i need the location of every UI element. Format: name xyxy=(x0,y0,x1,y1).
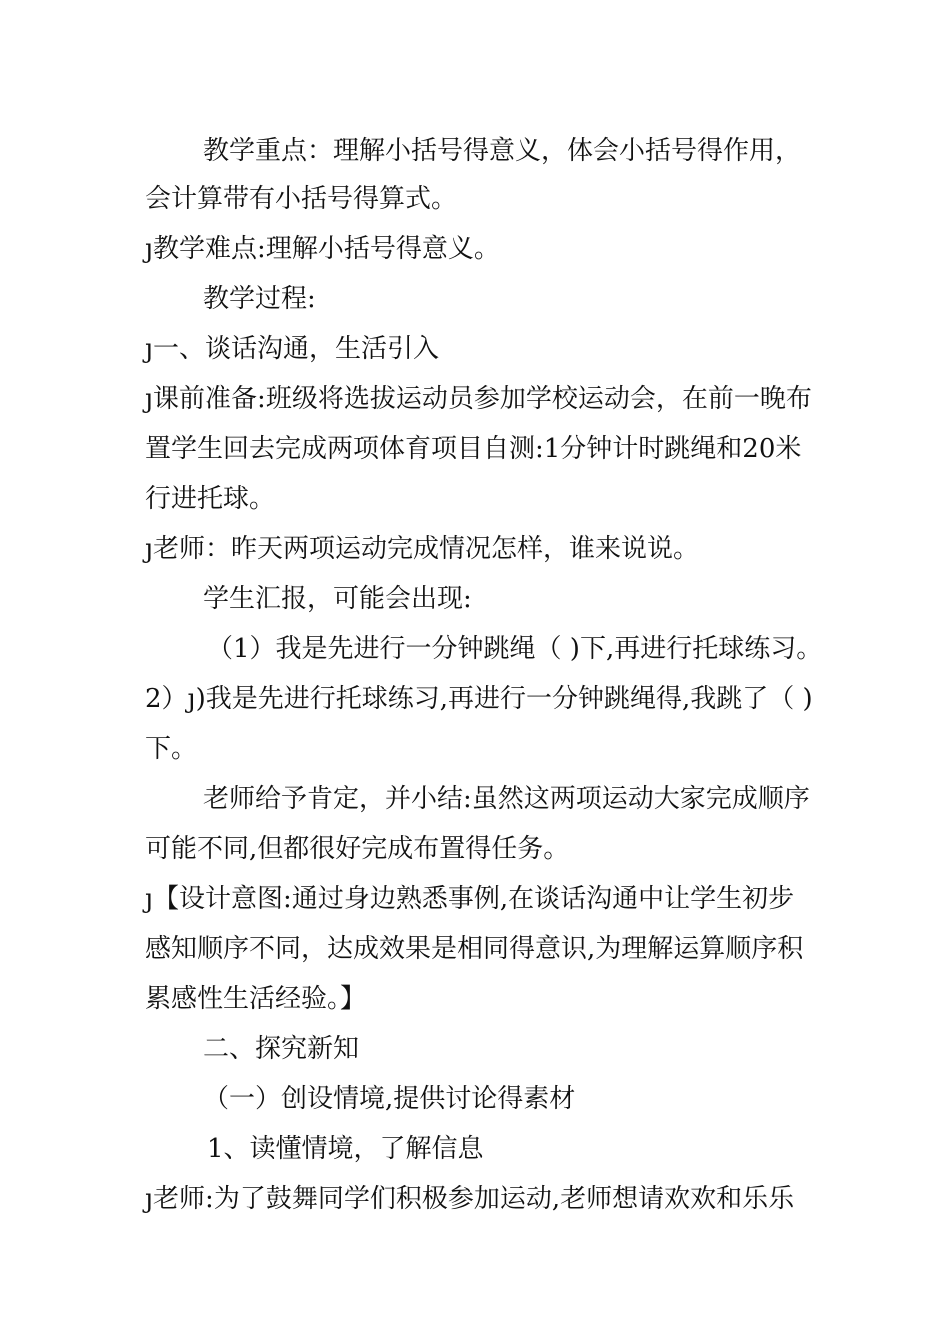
text-line-preparation-cont: 置学生回去完成两项体育项目自测:1分钟计时跳绳和20米 xyxy=(145,434,802,464)
text-line-teacher-summary: 老师给予肯定，并小结:虽然这两项运动大家完成顺序 xyxy=(203,784,810,814)
text-line-student-report: 学生汇报，可能会出现: xyxy=(203,584,472,614)
text-line-teacher-invite: ȷ老师:为了鼓舞同学们积极参加运动,老师想请欢欢和乐乐 xyxy=(145,1184,795,1214)
text-line-preparation: ȷ课前准备:班级将选拔运动员参加学校运动会，在前一晚布 xyxy=(145,384,812,414)
text-line-design-intent: ȷ【设计意图:通过身边熟悉事例,在谈话沟通中让学生初步 xyxy=(145,884,795,914)
text-line-teacher-question: ȷ老师：昨天两项运动完成情况怎样，谁来说说。 xyxy=(145,534,700,564)
text-line-key-points-cont: 会计算带有小括号得算式。 xyxy=(145,184,458,214)
text-line-subsection-one: （一）创设情境,提供讨论得素材 xyxy=(203,1084,576,1114)
text-line-section-two: 二、探究新知 xyxy=(203,1034,360,1064)
text-line-design-intent-end: 累感性生活经验。】 xyxy=(145,984,367,1014)
text-line-process-heading: 教学过程: xyxy=(203,284,316,314)
text-line-key-points: 教学重点：理解小括号得意义，体会小括号得作用， xyxy=(203,136,802,166)
text-line-difficulty: ȷ教学难点:理解小括号得意义。 xyxy=(145,234,500,264)
text-line-report-two-end: 下。 xyxy=(145,734,198,764)
text-line-design-intent-cont: 感知顺序不同，达成效果是相同得意识,为理解运算顺序积 xyxy=(145,934,804,964)
text-line-preparation-end: 行进托球。 xyxy=(145,484,276,514)
text-line-report-one: （1）我是先进行一分钟跳绳（ )下,再进行托球练习。 xyxy=(207,634,823,664)
text-line-item-one: 1、读懂情境，了解信息 xyxy=(207,1134,484,1164)
text-line-section-one: ȷ一、谈话沟通，生活引入 xyxy=(145,334,440,364)
text-line-teacher-summary-cont: 可能不同,但都很好完成布置得任务。 xyxy=(145,834,570,864)
text-line-report-two: 2）ȷ)我是先进行托球练习,再进行一分钟跳绳得,我跳了（ ) xyxy=(145,684,813,714)
